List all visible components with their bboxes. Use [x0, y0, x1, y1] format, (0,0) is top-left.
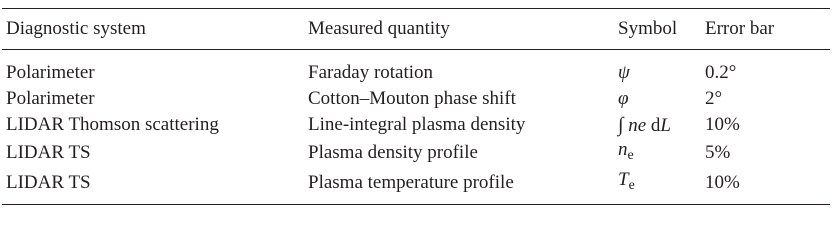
table-row — [2, 50, 830, 87]
table-row — [2, 138, 830, 168]
table-row — [2, 168, 830, 205]
cell-symbol — [618, 168, 705, 205]
cell-measured-quantity: Faraday rotation — [308, 62, 434, 83]
cell-symbol — [618, 112, 705, 138]
cell-diagnostic-system: Polarimeter — [6, 62, 95, 83]
symbol-L: L — [660, 114, 671, 136]
symbol-ne: ne — [628, 114, 647, 136]
table-row — [2, 112, 830, 138]
header-measured-quantity: Measured quantity — [308, 18, 450, 39]
cell-measured-quantity: Plasma temperature profile — [308, 172, 514, 193]
header-row — [2, 9, 830, 50]
cell-measured-quantity: Plasma density profile — [308, 142, 478, 163]
cell-error-bar: 0.2° — [705, 62, 737, 83]
header-symbol: Symbol — [618, 18, 678, 39]
symbol-n: n — [618, 139, 628, 160]
cell-symbol — [618, 50, 705, 87]
diagnostics-table-container — [2, 8, 830, 205]
cell-measured-quantity: Cotton–Mouton phase shift — [308, 88, 516, 109]
table-body — [2, 50, 830, 205]
table-header — [2, 9, 830, 50]
cell-diagnostic-system: LIDAR TS — [6, 142, 91, 163]
cell-diagnostic-system: LIDAR Thomson scattering — [6, 114, 219, 135]
symbol-psi: ψ — [618, 62, 630, 83]
cell-diagnostic-system: LIDAR TS — [6, 172, 91, 193]
cell-error-bar: 10% — [705, 114, 740, 135]
header-error-bar: Error bar — [705, 18, 775, 39]
integral-sign: ∫ — [618, 113, 624, 136]
symbol-phi: φ — [618, 88, 629, 109]
table-row — [2, 86, 830, 112]
symbol-subscript-e: e — [627, 148, 634, 163]
diagnostics-table — [2, 8, 830, 205]
cell-measured-quantity: Line-integral plasma density — [308, 114, 526, 135]
symbol-subscript-e: e — [628, 178, 635, 193]
cell-symbol — [618, 86, 705, 112]
cell-diagnostic-system: Polarimeter — [6, 88, 95, 109]
cell-error-bar: 10% — [705, 172, 740, 193]
cell-symbol — [618, 138, 705, 168]
symbol-T: T — [618, 169, 629, 190]
header-diagnostic-system: Diagnostic system — [6, 18, 146, 39]
cell-error-bar: 2° — [705, 88, 723, 109]
cell-error-bar: 5% — [705, 142, 731, 163]
symbol-d: d — [650, 114, 661, 136]
